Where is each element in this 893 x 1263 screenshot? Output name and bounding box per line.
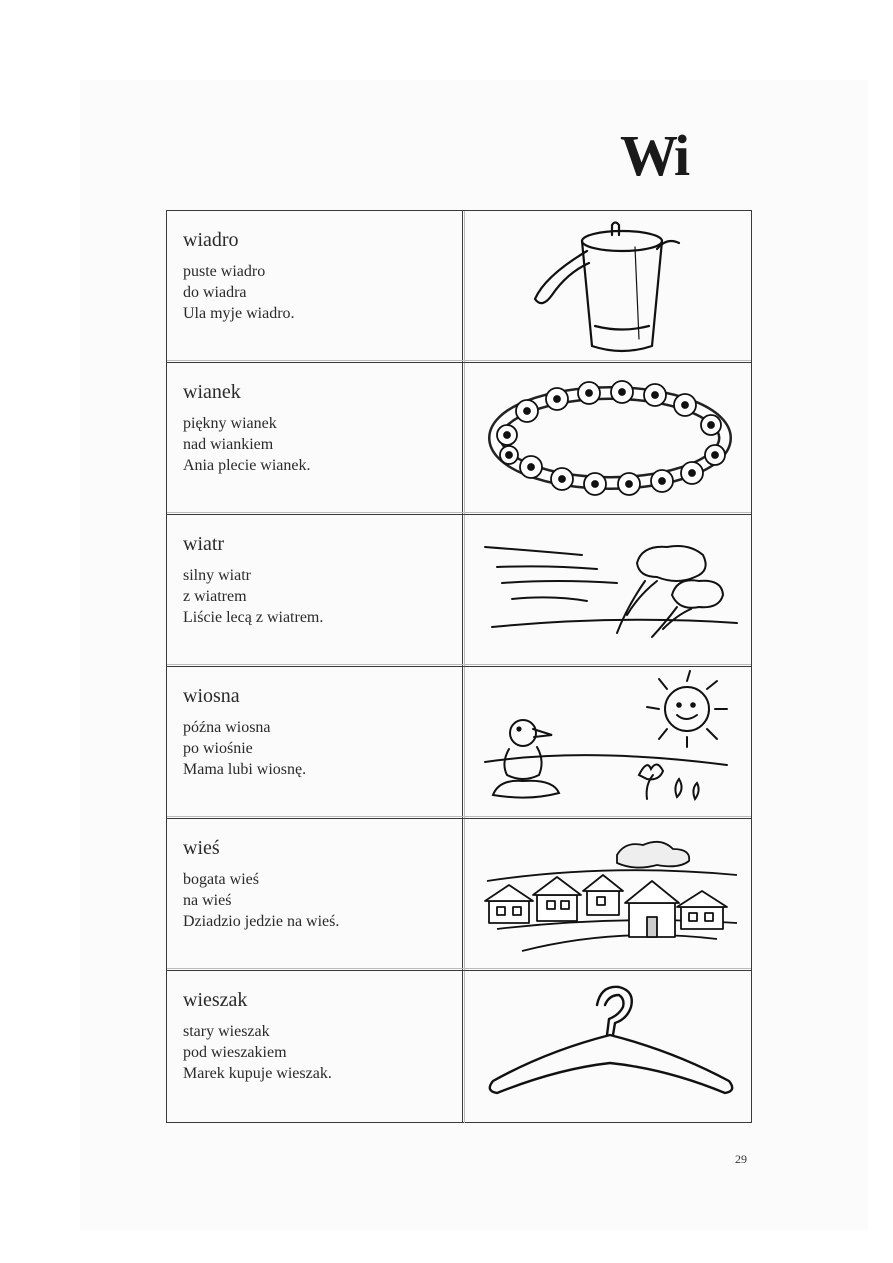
table-row bbox=[167, 515, 751, 667]
entry-text bbox=[183, 837, 453, 932]
table-row bbox=[167, 971, 751, 1123]
entry-line: nad wiankiem bbox=[183, 436, 274, 453]
bucket-icon bbox=[467, 211, 753, 361]
entry-text bbox=[183, 381, 453, 476]
village-icon bbox=[467, 819, 753, 969]
entry-text bbox=[183, 229, 453, 324]
entry-line: bogata wieś bbox=[183, 871, 259, 888]
entry-word: wiatr bbox=[183, 533, 225, 555]
column-divider bbox=[462, 515, 465, 666]
column-divider bbox=[462, 363, 465, 514]
column-divider bbox=[462, 667, 465, 818]
hanger-icon bbox=[467, 971, 753, 1121]
entry-line: do wiadra bbox=[183, 284, 247, 301]
entry-line: na wieś bbox=[183, 892, 232, 909]
page-heading: Wi bbox=[620, 123, 688, 188]
entry-line: stary wieszak bbox=[183, 1023, 270, 1040]
entry-word: wiosna bbox=[183, 685, 240, 707]
entry-word: wianek bbox=[183, 381, 241, 403]
page-number: 29 bbox=[735, 1152, 747, 1166]
entry-text bbox=[183, 989, 453, 1084]
entry-line: późna wiosna bbox=[183, 719, 271, 736]
column-divider bbox=[462, 971, 465, 1123]
table-row bbox=[167, 211, 751, 363]
entry-word: wieszak bbox=[183, 989, 248, 1011]
entry-line: Dziadzio jedzie na wieś. bbox=[183, 913, 340, 930]
table-row bbox=[167, 363, 751, 515]
entry-line: po wiośnie bbox=[183, 740, 253, 757]
entry-line: Mama lubi wiosnę. bbox=[183, 761, 307, 778]
spring-snowman-sun-icon bbox=[467, 667, 753, 817]
wind-trees-icon bbox=[467, 515, 753, 665]
entry-text bbox=[183, 533, 453, 628]
entry-text bbox=[183, 685, 453, 780]
entry-line: Marek kupuje wieszak. bbox=[183, 1065, 332, 1082]
entry-word: wieś bbox=[183, 837, 220, 859]
entry-line: Ania plecie wianek. bbox=[183, 457, 311, 474]
entry-line: Liście lecą z wiatrem. bbox=[183, 609, 324, 626]
entry-line: z wiatrem bbox=[183, 588, 247, 605]
entry-line: silny wiatr bbox=[183, 567, 251, 584]
entry-line: pod wieszakiem bbox=[183, 1044, 287, 1061]
entry-word: wiadro bbox=[183, 229, 239, 251]
entry-line: piękny wianek bbox=[183, 415, 277, 432]
table-row bbox=[167, 667, 751, 819]
entry-line: Ula myje wiadro. bbox=[183, 305, 295, 322]
vocabulary-table bbox=[166, 210, 752, 1123]
flower-wreath-icon bbox=[467, 363, 753, 513]
entry-line: puste wiadro bbox=[183, 263, 266, 280]
column-divider bbox=[462, 819, 465, 970]
table-row bbox=[167, 819, 751, 971]
column-divider bbox=[462, 211, 465, 362]
